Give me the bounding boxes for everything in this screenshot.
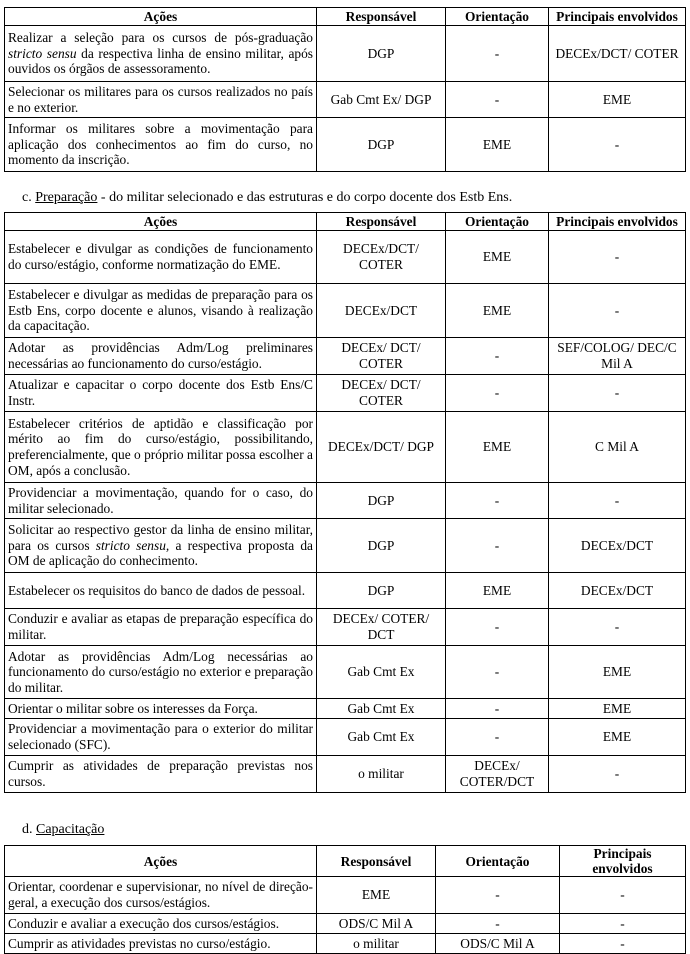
responsavel-cell: DGP (317, 519, 446, 573)
envolvidos-cell: EME (549, 646, 686, 699)
envolvidos-cell: DECEx/DCT (549, 519, 686, 573)
table-row (5, 118, 686, 172)
table-row (5, 26, 686, 82)
responsavel-cell: o militar (317, 934, 436, 954)
acao-cell: Orientar, coordenar e supervisionar, no nível de direção-geral, a execução dos cursos/estágios. (5, 877, 317, 914)
acao-cell: Estabelecer os requisitos do banco de dados de pessoal. (5, 573, 317, 609)
table-row (5, 609, 686, 646)
table-row (5, 412, 686, 483)
orientacao-cell: - (446, 82, 549, 118)
orientacao-cell: EME (446, 231, 549, 284)
table-header-row (5, 846, 686, 877)
orientacao-cell: DECEx/ COTER/DCT (446, 756, 549, 793)
acao-cell: Providenciar a movimentação para o exterior do militar selecionado (SFC). (5, 719, 317, 756)
responsavel-cell: DGP (317, 118, 446, 172)
section-c-title: Preparação (35, 190, 98, 205)
envolvidos-cell: - (560, 934, 686, 954)
header-envolvidos: Principais envolvidos (560, 846, 686, 877)
responsavel-cell: DECEx/DCT (317, 284, 446, 338)
orientacao-cell: EME (446, 118, 549, 172)
acao-cell: Solicitar ao respectivo gestor da linha de ensino militar, para os cursos stricto sensu, a respectiva proposta da OM de aplicação do conhecimento. (5, 519, 317, 573)
section-d-title: Capacitação (36, 822, 105, 837)
envolvidos-cell: - (560, 914, 686, 934)
table-header-row (5, 8, 686, 26)
table-row (5, 375, 686, 412)
section-d-heading (22, 822, 104, 838)
responsavel-cell: EME (317, 877, 436, 914)
acao-cell: Estabelecer e divulgar as medidas de preparação para os Estb Ens, corpo docente e alunos, visando à realização da capacitação. (5, 284, 317, 338)
table-row (5, 573, 686, 609)
envolvidos-cell: EME (549, 82, 686, 118)
envolvidos-cell: - (549, 756, 686, 793)
table-row (5, 646, 686, 699)
section-c-letter: c. (22, 190, 32, 205)
header-orientacao: Orientação (446, 213, 549, 231)
table-row (5, 914, 686, 934)
header-acoes: Ações (5, 213, 317, 231)
table-row (5, 934, 686, 954)
section-c-description: - do militar selecionado e das estruturas e do corpo docente dos Estb Ens. (97, 190, 513, 205)
responsavel-cell: o militar (317, 756, 446, 793)
orientacao-cell: - (446, 719, 549, 756)
acao-cell: Selecionar os militares para os cursos realizados no país e no exterior. (5, 82, 317, 118)
orientacao-cell: - (446, 338, 549, 375)
acao-cell: Adotar as providências Adm/Log necessárias ao funcionamento do curso/estágio no exterior e preparação do militar. (5, 646, 317, 699)
responsavel-cell: DECEx/DCT/ COTER (317, 231, 446, 284)
responsavel-cell: DECEx/ DCT/ COTER (317, 375, 446, 412)
header-responsavel: Responsável (317, 8, 446, 26)
acao-cell: Conduzir e avaliar a execução dos cursos/estágios. (5, 914, 317, 934)
responsavel-cell: DECEx/ DCT/ COTER (317, 338, 446, 375)
table-row (5, 877, 686, 914)
table-row (5, 519, 686, 573)
orientacao-cell: - (446, 375, 549, 412)
envolvidos-cell: EME (549, 719, 686, 756)
header-orientacao: Orientação (436, 846, 560, 877)
table-preparacao (4, 212, 686, 793)
responsavel-cell: DGP (317, 483, 446, 519)
acao-cell: Providenciar a movimentação, quando for o caso, do militar selecionado. (5, 483, 317, 519)
orientacao-cell: EME (446, 573, 549, 609)
acao-cell: Conduzir e avaliar as etapas de preparação específica do militar. (5, 609, 317, 646)
orientacao-cell: - (446, 699, 549, 719)
responsavel-cell: DECEx/DCT/ DGP (317, 412, 446, 483)
header-envolvidos: Principais envolvidos (549, 213, 686, 231)
envolvidos-cell: - (549, 483, 686, 519)
acao-cell: Orientar o militar sobre os interesses da Força. (5, 699, 317, 719)
orientacao-cell: ODS/C Mil A (436, 934, 560, 954)
orientacao-cell: - (446, 609, 549, 646)
orientacao-cell: - (436, 877, 560, 914)
table-row (5, 483, 686, 519)
envolvidos-cell: - (549, 284, 686, 338)
table-row (5, 82, 686, 118)
orientacao-cell: - (436, 914, 560, 934)
header-responsavel: Responsável (317, 213, 446, 231)
table-header-row (5, 213, 686, 231)
acao-cell: Estabelecer e divulgar as condições de funcionamento do curso/estágio, conforme normatização do EME. (5, 231, 317, 284)
envolvidos-cell: DECEx/DCT (549, 573, 686, 609)
acao-cell: Cumprir as atividades previstas no curso/estágio. (5, 934, 317, 954)
envolvidos-cell: - (549, 375, 686, 412)
responsavel-cell: DGP (317, 573, 446, 609)
section-d-letter: d. (22, 822, 33, 837)
acao-cell: Informar os militares sobre a movimentação para aplicação dos conhecimentos ao fim do curso, no momento da inscrição. (5, 118, 317, 172)
table-row (5, 284, 686, 338)
envolvidos-cell: SEF/COLOG/ DEC/C Mil A (549, 338, 686, 375)
envolvidos-cell: - (560, 877, 686, 914)
orientacao-cell: - (446, 26, 549, 82)
acao-cell: Atualizar e capacitar o corpo docente dos Estb Ens/C Instr. (5, 375, 317, 412)
responsavel-cell: ODS/C Mil A (317, 914, 436, 934)
table-row (5, 338, 686, 375)
table-row (5, 699, 686, 719)
envolvidos-cell: - (549, 118, 686, 172)
acao-cell: Realizar a seleção para os cursos de pós-graduação stricto sensu da respectiva linha de ensino militar, após ouvidos os órgãos de assessoramento. (5, 26, 317, 82)
responsavel-cell: Gab Cmt Ex/ DGP (317, 82, 446, 118)
header-acoes: Ações (5, 846, 317, 877)
section-c-heading (22, 190, 512, 206)
header-orientacao: Orientação (446, 8, 549, 26)
header-responsavel: Responsável (317, 846, 436, 877)
envolvidos-cell: EME (549, 699, 686, 719)
header-acoes: Ações (5, 8, 317, 26)
acao-cell: Estabelecer critérios de aptidão e classificação por mérito ao fim do curso/estágio, possibilitando, preferencialmente, que o próprio militar possa escolher a OM, após a conclusão. (5, 412, 317, 483)
orientacao-cell: EME (446, 412, 549, 483)
table-capacitacao (4, 845, 686, 954)
table-selecao (4, 7, 686, 172)
responsavel-cell: Gab Cmt Ex (317, 719, 446, 756)
responsavel-cell: Gab Cmt Ex (317, 646, 446, 699)
envolvidos-cell: DECEx/DCT/ COTER (549, 26, 686, 82)
envolvidos-cell: - (549, 609, 686, 646)
table-row (5, 231, 686, 284)
envolvidos-cell: C Mil A (549, 412, 686, 483)
table-row (5, 719, 686, 756)
header-envolvidos: Principais envolvidos (549, 8, 686, 26)
responsavel-cell: DECEx/ COTER/ DCT (317, 609, 446, 646)
orientacao-cell: - (446, 646, 549, 699)
acao-cell: Adotar as providências Adm/Log preliminares necessárias ao funcionamento do curso/estágio. (5, 338, 317, 375)
orientacao-cell: EME (446, 284, 549, 338)
responsavel-cell: DGP (317, 26, 446, 82)
acao-cell: Cumprir as atividades de preparação previstas nos cursos. (5, 756, 317, 793)
orientacao-cell: - (446, 519, 549, 573)
responsavel-cell: Gab Cmt Ex (317, 699, 446, 719)
table-row (5, 756, 686, 793)
envolvidos-cell: - (549, 231, 686, 284)
orientacao-cell: - (446, 483, 549, 519)
